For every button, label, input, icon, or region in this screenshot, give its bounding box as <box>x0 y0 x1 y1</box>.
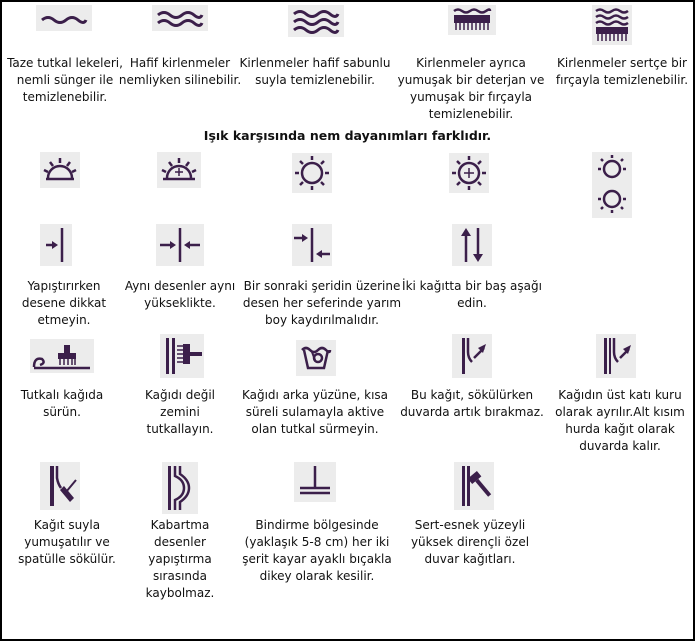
misc-text-3: Bindirme bölgesinde (yaklaşık 5-8 cm) her iki şerit kayar ayaklı bıçakla dikey olarak kesilir. <box>242 518 392 583</box>
free-match-icon <box>40 224 72 266</box>
three-waves-icon <box>288 5 344 37</box>
reverse-hanging-icon <box>452 224 492 266</box>
half-sun-icon <box>40 152 80 188</box>
application-text-3: Kağıdı arka yüzüne, kısa süreli sulamayla aktive olan tutkal sürmeyin. <box>241 388 389 436</box>
matching-text-4: İki kağıtta bir baş aşağı edin. <box>402 279 542 310</box>
sun-icon <box>292 153 332 193</box>
embossed-icon <box>162 462 198 514</box>
application-text-5: Kağıdın üst katı kuru olarak ayrılır.Alt kısım hurda kağıt olarak duvarda kalır. <box>555 388 685 453</box>
strippable-icon <box>452 334 492 378</box>
application-text-2: Kağıdı değil zemini tutkallayın. <box>144 388 215 436</box>
sun-plus-icon <box>449 153 489 193</box>
double-sun-icon <box>592 152 632 218</box>
paste-paper-icon <box>30 339 94 373</box>
wet-removable-icon <box>40 462 80 510</box>
one-wave-icon <box>36 5 92 31</box>
straight-match-icon <box>156 224 204 266</box>
cleaning-text-1: Taze tutkal lekeleri, nemli sünger ile temizlenebilir. <box>7 56 123 104</box>
matching-text-1: Yapıştırırken desene dikkat etmeyin. <box>21 279 107 327</box>
misc-text-1: Kağıt suyla yumuşatılır ve spatülle sökülür. <box>18 518 116 566</box>
matching-text-2: Aynı desenler aynı yükseklikte. <box>124 279 236 310</box>
waves-with-brush-icon <box>448 5 496 35</box>
application-text-4: Bu kağıt, sökülürken duvarda artık bırakmaz. <box>400 388 544 419</box>
impact-resistant-icon <box>454 462 494 510</box>
double-cut-icon <box>294 462 336 502</box>
cleaning-text-3: Kirlenmeler hafif sabunlu suyla temizlenebilir. <box>239 56 391 87</box>
light-fastness-heading: Işık karşısında nem dayanımları farklıdır. <box>203 128 492 143</box>
application-text-1: Tutkalı kağıda sürün. <box>20 388 104 419</box>
misc-text-4: Sert-esnek yüzeyli yüksek dirençli özel duvar kağıtları. <box>410 518 530 566</box>
misc-text-2: Kabartma desenler yapıştırma sırasında kaybolmaz. <box>145 518 215 600</box>
prepasted-icon <box>296 340 336 376</box>
peelable-icon <box>596 334 636 378</box>
cleaning-text-2: Hafif kirlenmeler nemliyken silinebilir. <box>118 56 242 87</box>
two-waves-icon <box>152 5 208 31</box>
offset-match-icon <box>292 224 332 266</box>
three-waves-with-brush-icon <box>592 5 632 45</box>
cleaning-text-5: Kirlenmeler sertçe bir fırçayla temizlenebilir. <box>555 56 689 87</box>
cleaning-text-4: Kirlenmeler ayrıca yumuşak bir deterjan ve yumuşak bir fırçayla temizlenebilir. <box>397 56 545 121</box>
paste-wall-icon <box>160 334 204 378</box>
half-sun-plus-icon <box>157 152 201 188</box>
matching-text-3: Bir sonraki şeridin üzerine desen her seferinde yarım boy kaydırılmalıdır. <box>242 279 402 327</box>
